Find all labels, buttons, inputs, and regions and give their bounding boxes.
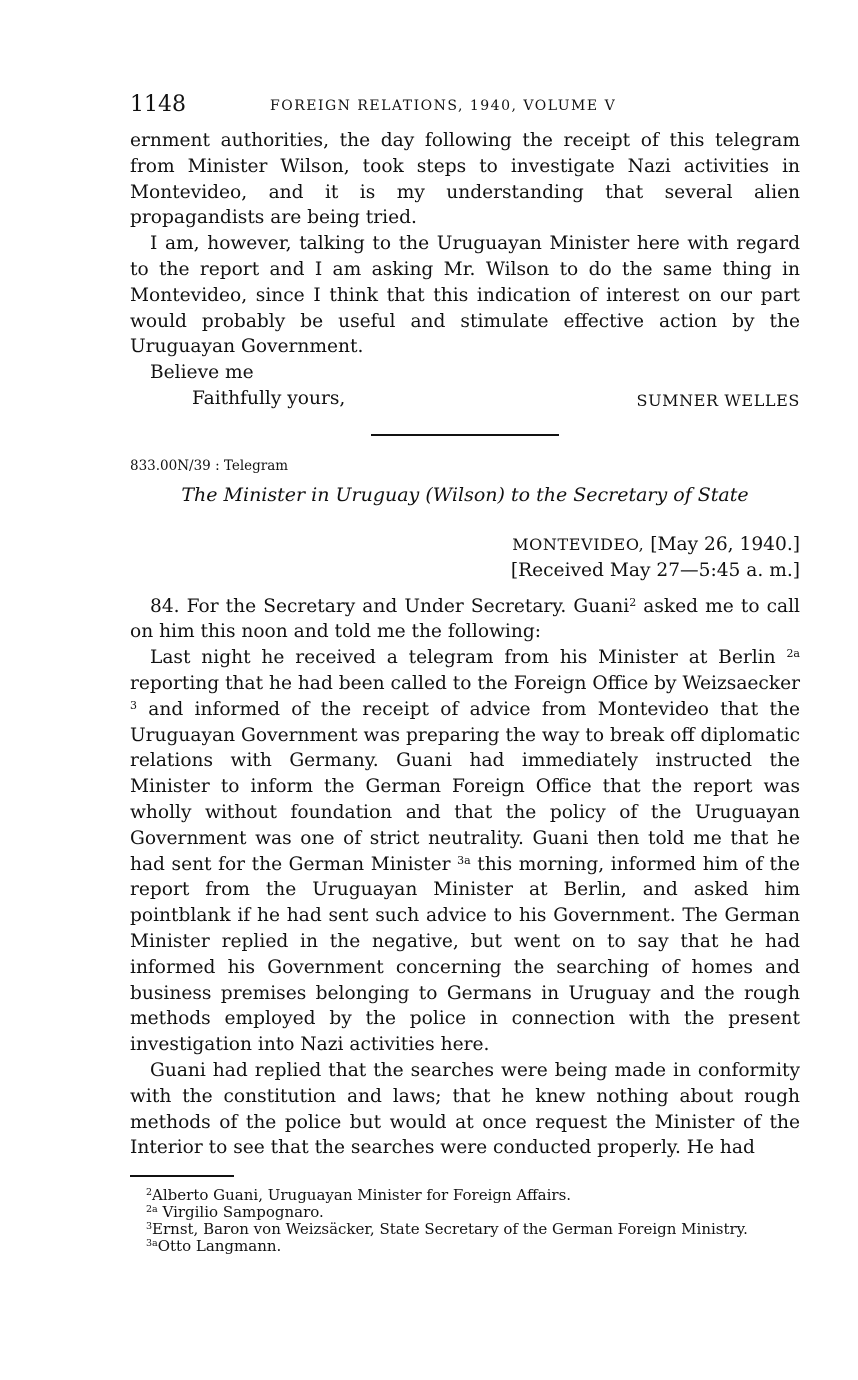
footnote-text: Alberto Guani, Uruguayan Minister for Foreign Affairs. (152, 1186, 572, 1205)
footnote-ref: 3a (457, 853, 471, 867)
dateline-place: MONTEVIDEO, (512, 534, 645, 554)
footnote (130, 1187, 800, 1204)
letter-closing: Believe me (150, 362, 254, 384)
telegram-paragraph-1 (130, 594, 800, 646)
footnote-ref: 2 (629, 595, 637, 609)
dateline-received: [Received May 27—5:45 a. m.] (510, 559, 800, 581)
telegram-paragraph-2 (130, 645, 800, 1058)
telegram-paragraph-3: Guani had replied that the searches were being made in conformity with the constitution and laws; that he knew nothing about rough methods of the police but would at once request the Minister of the Interior to see that the searches were conducted properly. He had (130, 1059, 800, 1159)
footnote-mark: 3 (146, 1221, 153, 1233)
signature-row (130, 386, 800, 416)
footnote-ref: 3 (130, 698, 137, 712)
letter-paragraph-1: ernment authorities, the day following the receipt of this telegram from Minister Wilson, took steps to investigate Nazi activities in Montevideo, and it is my understanding that several alien propagandists are being tried. (130, 130, 800, 229)
document-title: The Minister in Uruguay (Wilson) to the Secretary of State (181, 483, 749, 506)
text-run: and informed of the receipt of advice from Montevideo that the Uruguayan Government was preparing the way to break off diplomatic relations with Germany. Guani had immediately instructed the Minister to inform the German Foreign Office that the report was wholly without foundation and that the policy of the Uruguayan Government was one of strict neutrality. Guani then told me that he had sent for the German Minister (130, 698, 800, 875)
document-page (130, 92, 800, 1255)
footnote-text: Ernst, Baron von Weizsäcker, State Secretary of the German Foreign Ministry. (152, 1220, 748, 1239)
footnote (130, 1221, 800, 1238)
footnote-ref: 2a (786, 647, 800, 661)
footnote-rule (130, 1175, 234, 1177)
footnote-text: Otto Langmann. (157, 1237, 282, 1256)
running-title: FOREIGN RELATIONS, 1940, VOLUME V (270, 98, 617, 114)
footnote (130, 1204, 800, 1221)
text-run: this morning, informed him of the report from the Uruguayan Minister at Berlin, and asked him pointblank if he had sent such advice to his Government. The German Minister replied in the negative, but went on to say that he had informed his Government concerning the searching of homes and business premises belonging to Germans in Uruguay and the rough methods employed by the police in connection with the present investigation into Nazi activities here. (130, 853, 800, 1056)
text-run: reporting that he had been called to the Foreign Office by Weizsaecker (130, 672, 801, 694)
signature: SUMNER WELLES (636, 390, 800, 410)
dateline-sent (130, 532, 800, 558)
footnote-mark: 2 (146, 1187, 153, 1199)
footnote (130, 1238, 800, 1255)
dateline-date: [May 26, 1940.] (650, 533, 800, 555)
file-code: 833.00N/39 : Telegram (130, 457, 289, 474)
text-run: Last night he received a telegram from his Minister at Berlin (150, 647, 776, 669)
valediction: Faithfully yours, (192, 387, 346, 409)
page-number: 1148 (130, 92, 186, 117)
section-divider (371, 434, 559, 436)
letter-paragraph-2: I am, however, talking to the Uruguayan Minister here with regard to the report and I am asking Mr. Wilson to do the same thing in Montevideo, since I think that this indication of interest on our part would probably be useful and stimulate effective action by the Uruguayan Government. (130, 233, 800, 358)
text-run: 84. For the Secretary and Under Secretary. Guani (150, 595, 630, 617)
footnote-mark: 3a (146, 1238, 158, 1250)
text-run: asked me to call on him this noon and told me the following: (130, 595, 800, 643)
dateline (130, 532, 800, 584)
footnote-text: Virgilio Sampognaro. (162, 1203, 324, 1222)
page-header (130, 92, 800, 128)
footnote-mark: 2a (146, 1204, 158, 1216)
